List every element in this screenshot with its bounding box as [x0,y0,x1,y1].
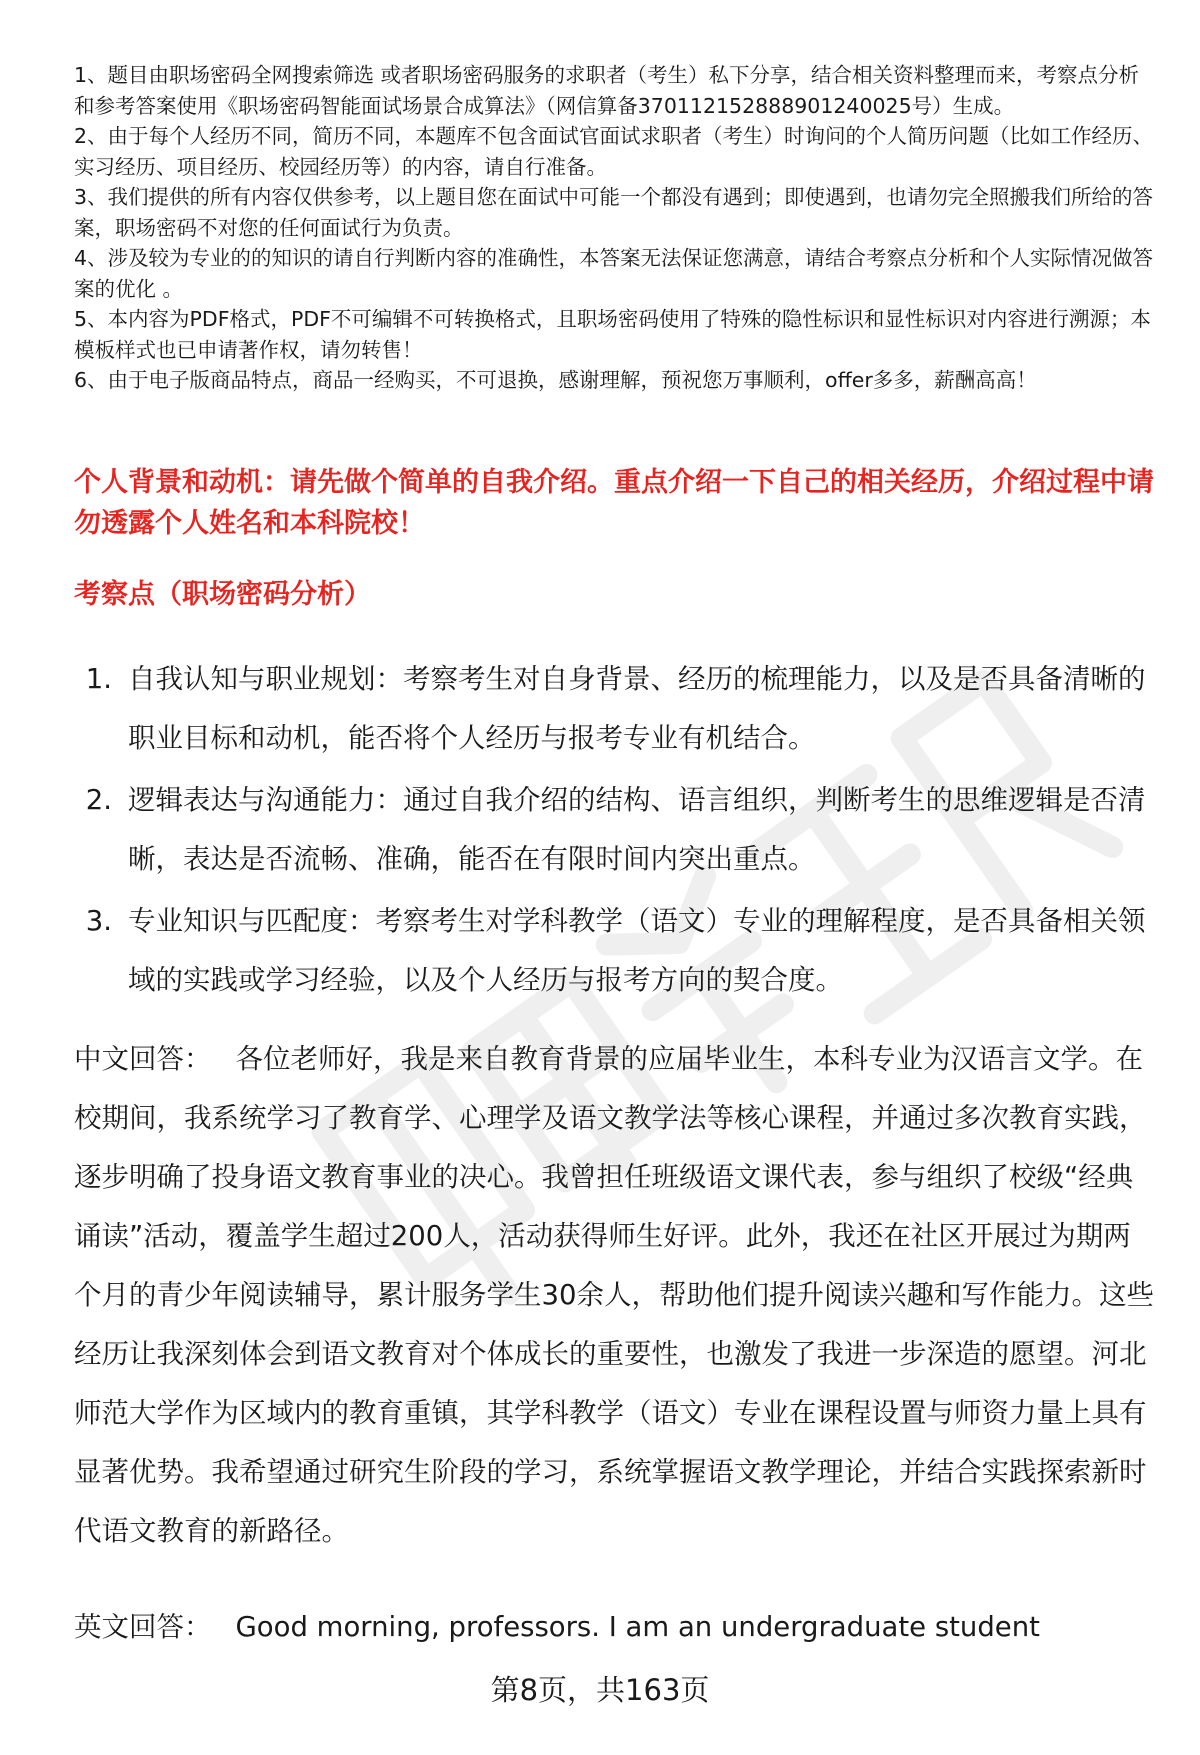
page-number: 第8页，共163页 [490,1673,710,1707]
point-text: 逻辑表达与沟通能力：通过自我介绍的结构、语言组织，判断考生的思维逻辑是否清晰，表达是否流畅、准确，能否在有限时间内突出重点。 [128,784,1146,875]
analysis-title: 考察点（职场密码分析） [74,579,371,610]
point-text: 自我认知与职业规划：考察考生对自身背景、经历的梳理能力，以及是否具备清晰的职业目标和动机，能否将个人经历与报考专业有机结合。 [128,663,1146,754]
point-number: 3. [85,905,112,937]
analysis-points [74,650,1164,1013]
disclaimer-item: 6、由于电子版商品特点，商品一经购买，不可退换，感谢理解，预祝您万事顺利，offer多多，薪酬高高！ [74,368,1037,392]
disclaimer-item: 1、题目由职场密码全网搜索筛选 或者职场密码服务的求职者（考生）私下分享，结合相关资料整理而来，考察点分析和参考答案使用《职场密码智能面试场景合成算法》（网信算备370112152888901240025号）生成。 [74,63,1140,118]
chinese-answer [74,1030,1154,1561]
disclaimer-item: 3、我们提供的所有内容仅供参考，以上题目您在面试中可能一个都没有遇到；即使遇到，也请勿完全照搬我们所给的答案，职场密码不对您的任何面试行为负责。 [74,185,1154,240]
point-number: 1. [85,663,112,695]
analysis-point [74,892,1164,1009]
disclaimer-item: 2、由于每个人经历不同，简历不同，本题库不包含面试官面试求职者（考生）时询问的个人简历问题（比如工作经历、实习经历、项目经历、校园经历等）的内容，请自行准备。 [74,124,1154,179]
question-heading: 个人背景和动机：请先做个简单的自我介绍。重点介绍一下自己的相关经历，介绍过程中请勿透露个人姓名和本科院校！ [74,467,1154,539]
chinese-answer-text: 各位老师好，我是来自教育背景的应届毕业生，本科专业为汉语言文学。在校期间，我系统学习了教育学、心理学及语文教学法等核心课程，并通过多次教育实践，逐步明确了投身语文教育事业的决心。我曾担任班级语文课代表，参与组织了校级“经典诵读”活动，覆盖学生超过200人，活动获得师生好评。此外，我还在社区开展过为期两个月的青少年阅读辅导，累计服务学生30余人，帮助他们提升阅读兴趣和写作能力。这些经历让我深刻体会到语文教育对个体成长的重要性，也激发了我进一步深造的愿望。河北师范大学作为区域内的教育重镇，其学科教学（语文）专业在课程设置与师资力量上具有显著优势。我希望通过研究生阶段的学习，系统掌握语文教学理论，并结合实践探索新时代语文教育的新路径。 [74,1043,1154,1547]
analysis-point [74,771,1164,888]
english-answer [74,1598,1154,1657]
point-number: 2. [85,784,112,816]
chinese-answer-label: 中文回答： [74,1043,212,1075]
disclaimer [74,60,1154,396]
disclaimer-item: 4、涉及较为专业的的知识的请自行判断内容的准确性，本答案无法保证您满意，请结合考察点分析和个人实际情况做答案的优化 。 [74,246,1154,301]
analysis-point [74,650,1164,767]
point-text: 专业知识与匹配度：考察考生对学科教学（语文）专业的理解程度，是否具备相关领域的实践或学习经验，以及个人经历与报考方向的契合度。 [128,905,1146,996]
english-answer-text: Good morning, professors. I am an undergraduate student [235,1611,1040,1643]
english-answer-label: 英文回答： [74,1611,212,1643]
disclaimer-item: 5、本内容为PDF格式，PDF不可编辑不可转换格式，且职场密码使用了特殊的隐性标识和显性标识对内容进行溯源；本模板样式也已申请著作权，请勿转售！ [74,307,1151,362]
